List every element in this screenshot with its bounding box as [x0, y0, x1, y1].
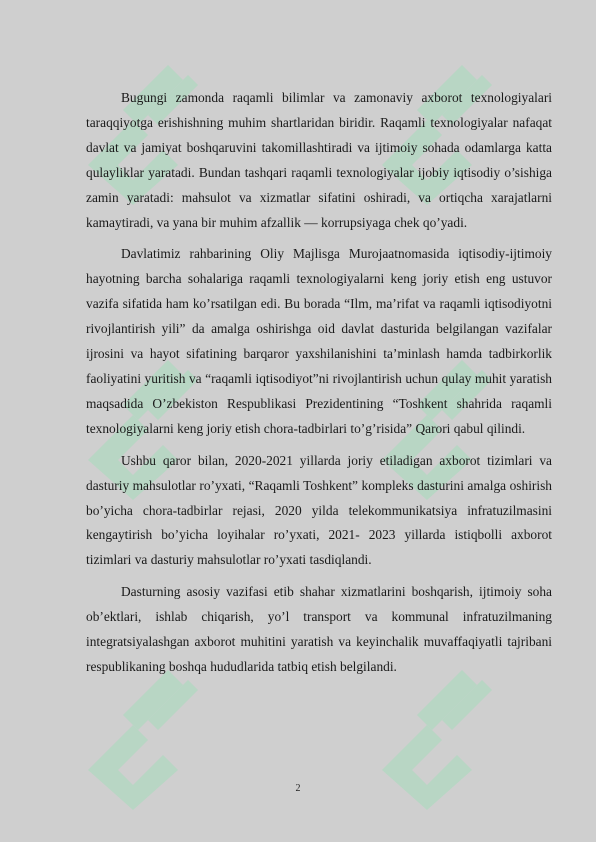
page-number: 2 [295, 783, 301, 794]
paragraph: Ushbu qaror bilan, 2020-2021 yillarda joriy etiladigan axborot tizimlari va dasturiy mahsulotlar ro’yxati, “Raqamli Toshkent” kompleks dasturini amalga oshirish bo’yicha chora-tadbirlar rejasi, 2020 yilda telekommunikatsiya infratuzilmasini kengaytirish bo’yicha loyihalar ro’yxati, 2021- 2023 yillarda istiqbolli axborot tizimlari va dasturiy mahsulotlar ro’yxati tasdiqlandi. [86, 452, 552, 568]
paragraph: Bugungi zamonda raqamli bilimlar va zamonaviy axborot texnologiyalari taraqqiyotga erishishning muhim shartlaridan biridir. Raqamli texnologiyalar nafaqat davlat va jamiyat boshqaruvini takomillashtiradi va ijtimoiy sohada odamlarga katta qulayliklar yaratadi. Bundan tashqari raqamli texnologiyalar ijobiy iqtisodiy o’sishiga zamin yaratadi: mahsulot va xizmatlar sifatini oshiradi, va ortiqcha xarajatlarni kamaytiradi, va yana bir muhim afzallik — korrupsiyaga chek qo’yadi. [86, 90, 552, 230]
document-body [86, 86, 552, 687]
paragraph: Dasturning asosiy vazifasi etib shahar xizmatlarini boshqarish, ijtimoiy soha ob’ektlari, ishlab chiqarish, yo’l transport va kommunal infratuzilmaning integratsiyalashgan axborot muhitini yaratish va keyinchalik muvaffaqiyatli tajribani respublikaning boshqa hududlarida tatbiq etish belgilandi. [86, 584, 552, 674]
paragraph: Davlatimiz rahbarining Oliy Majlisga Murojaatnomasida iqtisodiy-ijtimoiy hayotning barcha sohalariga raqamli texnologiyalarni keng joriy etish eng ustuvor vazifa sifatida ham ko’rsatilgan edi. Bu borada “Ilm, ma’rifat va raqamli iqtisodiyotni rivojlantirish yili” da amalga oshirishga oid davlat dasturida belgilangan vazifalar ijrosini va hayot sifatining barqaror yaxshilanishini ta’minlash hamda tadbirkorlik faoliyatini yuritish va “raqamli iqtisodiyot”ni rivojlantirish uchun qulay muhit yaratish maqsadida O’zbekiston Respublikasi Prezidentining “Toshkent shahrida raqamli texnologiyalarni keng joriy etish chora-tadbirlari to’g’risida” Qarori qabul qilindi. [86, 246, 552, 436]
